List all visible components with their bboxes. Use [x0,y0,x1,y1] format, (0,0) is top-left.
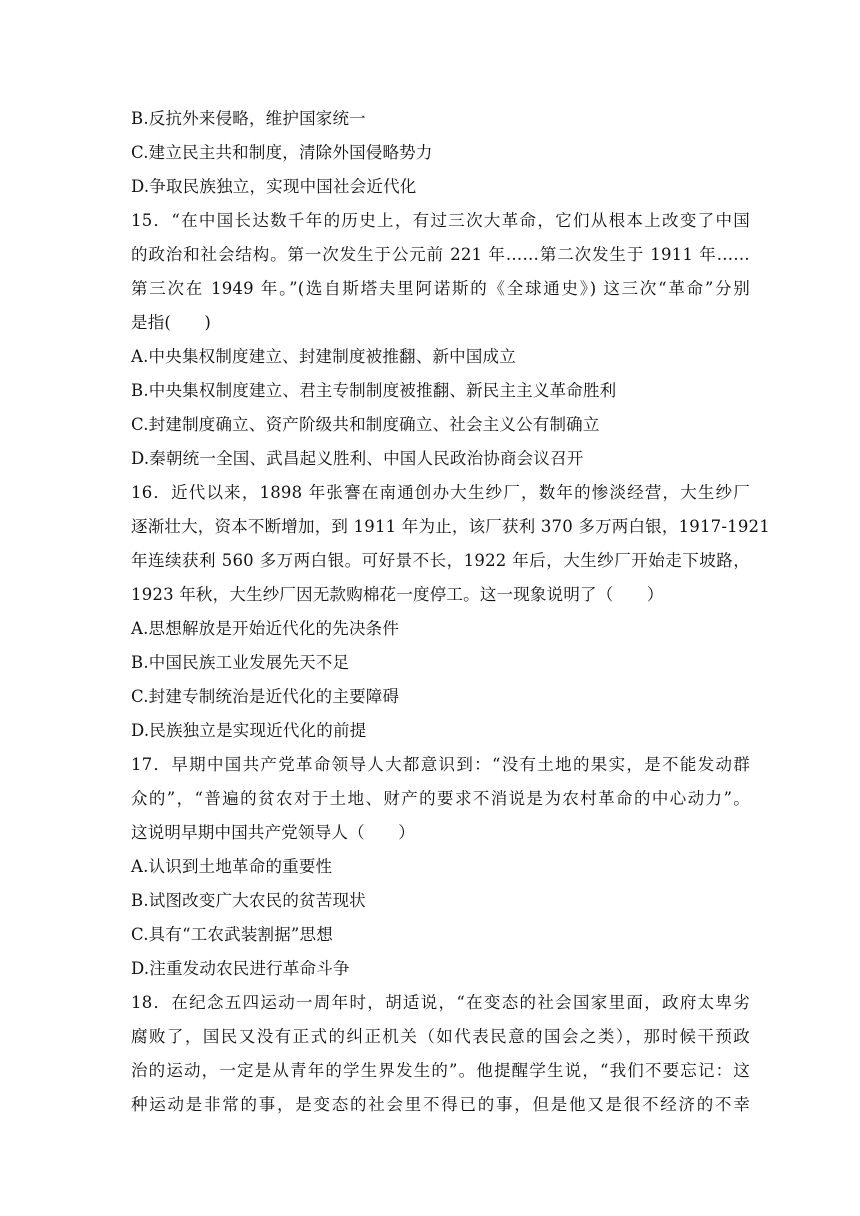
stem-line: 17．早期中国共产党革命领导人大都意识到：“没有土地的果实，是不能发动群 [131,755,750,774]
stem-line: 这说明早期中国共产党领导人（ ） [131,823,415,842]
stem-line: 众的”，“普遍的贫农对于土地、财产的要求不消说是为农村革命的中心动力”。 [131,789,750,808]
option-a: A.思想解放是开始近代化的先决条件 [131,619,400,638]
question-stem [131,986,750,1122]
question-18 [131,986,750,1122]
stem-line: 16．近代以来，1898 年张謇在南通创办大生纱厂，数年的惨淡经营，大生纱厂 [131,483,750,502]
option-a: A.中央集权制度建立、封建制度被推翻、新中国成立 [131,347,516,366]
question-17 [131,748,750,986]
stem-line: 1923 年秋，大生纱厂因无款购棉花一度停工。这一现象说明了（ ） [131,585,664,604]
option-d: D.秦朝统一全国、武昌起义胜利、中国人民政治协商会议召开 [131,449,584,468]
option-c: C.封建制度确立、资产阶级共和制度确立、社会主义公有制确立 [131,415,600,434]
stem-line: 是指( ) [131,313,212,332]
option-b: B.试图改变广大农民的贫苦现状 [131,891,366,910]
question-16 [131,476,770,748]
question-stem [131,748,750,850]
option-line: C.建立民主共和制度，清除外国侵略势力 [131,143,433,162]
stem-line: 年连续获利 560 多万两白银。可好景不长，1922 年后，大生纱厂开始走下坡路， [131,551,750,570]
question-stem [131,476,770,612]
stem-line: 18．在纪念五四运动一周年时，胡适说，“在变态的社会国家里面，政府太卑劣 [131,993,750,1012]
option-line: D.争取民族独立，实现中国社会近代化 [131,177,417,196]
option-d: D.注重发动农民进行革命斗争 [131,959,350,978]
option-c: C.具有“工农武装割据”思想 [131,925,333,944]
stem-line: 种运动是非常的事，是变态的社会里不得已的事，但是他又是很不经济的不幸 [131,1095,750,1114]
stem-line: 的政治和社会结构。第一次发生于公元前 221 年……第二次发生于 1911 年…… [131,245,750,264]
stem-line: 腐败了，国民又没有正式的纠正机关（如代表民意的国会之类），那时候干预政 [131,1027,750,1046]
option-d: D.民族独立是实现近代化的前提 [131,721,367,740]
question-stem [131,204,750,340]
stem-line: 治的运动，一定是从青年的学生界发生的”。他提醒学生说，“我们不要忘记：这 [131,1061,750,1080]
stem-line: 逐渐壮大，资本不断增加，到 1911 年为止，该厂获利 370 多万两白银，1917-1921 [131,517,770,536]
stem-line: 15．“在中国长达数千年的历史上，有过三次大革命，它们从根本上改变了中国 [131,211,750,230]
option-c: C.封建专制统治是近代化的主要障碍 [131,687,400,706]
option-b: B.中央集权制度建立、君主专制制度被推翻、新民主主义革命胜利 [131,381,617,400]
option-a: A.认识到土地革命的重要性 [131,857,333,876]
option-line: B.反抗外来侵略，维护国家统一 [131,109,366,128]
option-b: B.中国民族工业发展先天不足 [131,653,350,672]
question-15 [131,204,750,476]
stem-line: 第三次在 1949 年。”(选自斯塔夫里阿诺斯的《全球通史》) 这三次“革命”分别 [131,279,750,298]
question-14-options-continued [131,102,750,204]
